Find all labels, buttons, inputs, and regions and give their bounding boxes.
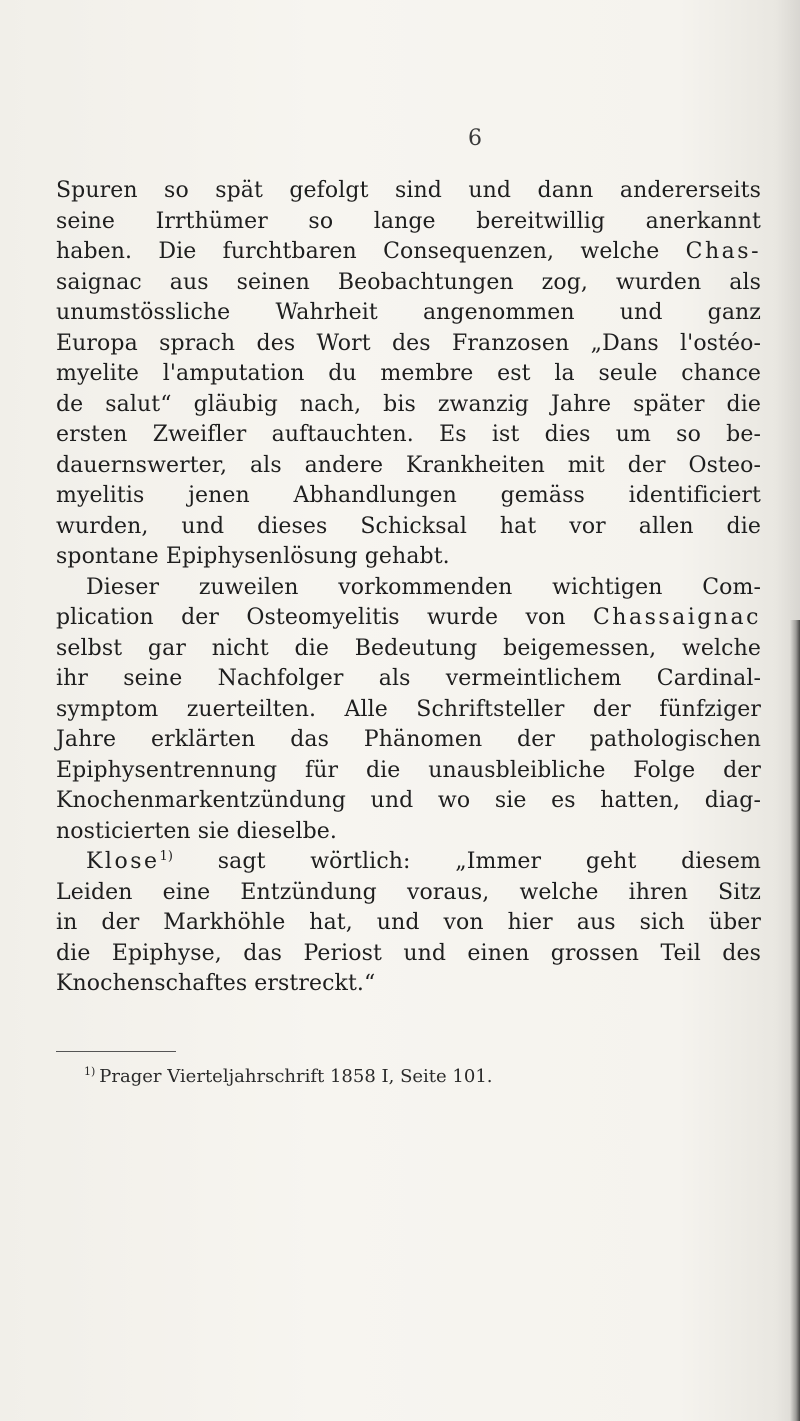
text-line: spontane Epiphysenlösung gehabt.: [56, 544, 450, 569]
footnote-divider: [56, 1051, 176, 1052]
text-line: Knochenmarkentzündung und wo sie es hatten, diag-: [56, 788, 761, 813]
text-line: saignac aus seinen Beobachtungen zog, wurden als: [56, 269, 761, 295]
text-line: [56, 847, 761, 878]
text-fragment: haben. Die furchtbaren Consequenzen, welche: [56, 239, 686, 264]
author-name-chassaignac: Chas-: [685, 239, 761, 264]
text-line: Leiden eine Entzündung voraus, welche ihren Sitz: [56, 879, 761, 905]
text-line: die Epiphyse, das Periost und einen grossen Teil des: [56, 940, 761, 966]
page-number: 6: [468, 126, 482, 151]
text-line: de salut“ gläubig nach, bis zwanzig Jahre später die: [56, 391, 761, 417]
text-line: [56, 237, 761, 268]
text-fragment: plication der Osteomyelitis wurde von: [56, 605, 593, 630]
text-line: nosticierten sie dieselbe.: [56, 818, 338, 844]
text-line: seine Irrthümer so lange bereitwillig anerkannt: [56, 208, 761, 234]
text-line: symptom zuerteilten. Alle Schriftsteller der fünfziger: [56, 696, 761, 722]
footnote-text: Prager Vierteljahrschrift 1858 I, Seite 101.: [99, 1066, 493, 1087]
text-line: myelitis jenen Abhandlungen gemäss identificiert: [56, 483, 761, 508]
text-line: ihr seine Nachfolger als vermeintlichem Cardinal-: [56, 666, 761, 691]
text-line: selbst gar nicht die Bedeutung beigemessen, welche: [56, 635, 761, 661]
body-text: [56, 176, 761, 1000]
text-line: myelite l'amputation du membre est la seule chance: [56, 361, 761, 386]
text-line: Jahre erklärten das Phänomen der pathologischen: [56, 727, 761, 752]
text-line: dauernswerter, als andere Krankheiten mit der Osteo-: [56, 452, 761, 478]
text-line: [56, 603, 761, 634]
text-line: Spuren so spät gefolgt sind und dann andererseits: [56, 178, 761, 203]
text-line: Knochenschaftes erstreckt.“: [56, 971, 376, 996]
footnote: [84, 1065, 493, 1089]
author-name-chassaignac: Chassaignac: [592, 605, 761, 630]
text-line: wurden, und dieses Schicksal hat vor allen die: [56, 513, 761, 539]
text-line: in der Markhöhle hat, und von hier aus sich über: [56, 910, 761, 935]
footnote-reference: 1): [159, 849, 174, 864]
text-fragment: sagt wörtlich: „Immer geht diesem: [173, 849, 761, 874]
text-line: Europa sprach des Wort des Franzosen „Dans l'ostéo-: [56, 330, 761, 356]
author-name-klose: Klose: [86, 849, 160, 874]
text-line: ersten Zweifler auftauchten. Es ist dies um so be-: [56, 422, 761, 447]
page-edge-shadow: [790, 620, 800, 1421]
text-line: Dieser zuweilen vorkommenden wichtigen Com-: [86, 574, 761, 600]
footnote-mark: 1): [84, 1065, 96, 1078]
text-line: unumstössliche Wahrheit angenommen und ganz: [56, 300, 761, 325]
text-line: Epiphysentrennung für die unausbleibliche Folge der: [56, 757, 761, 783]
